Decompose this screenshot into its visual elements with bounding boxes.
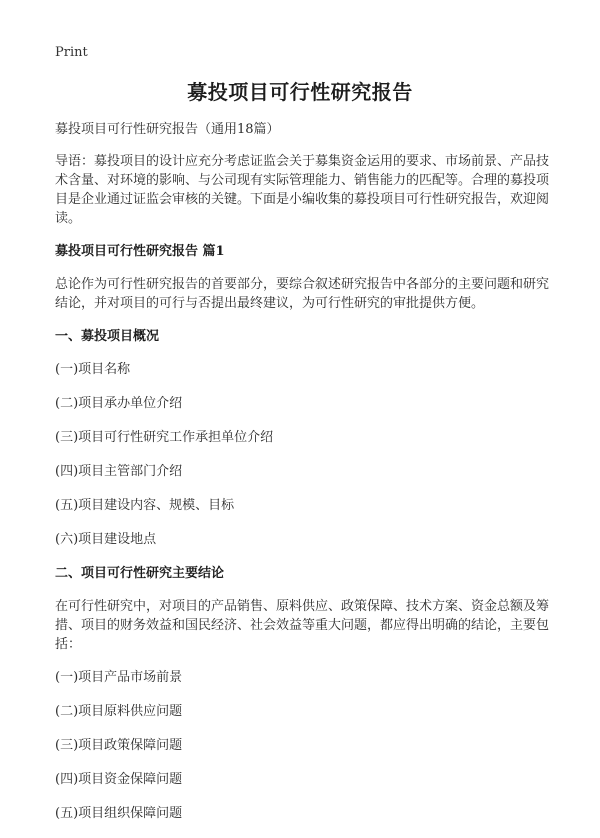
section-heading-conclusions: 二、项目可行性研究主要结论: [55, 566, 225, 581]
conclusions-paragraph: 在可行性研究中，对项目的产品销售、原料供应、政策保障、技术方案、资金总额及筹措、项目的财务效益和国民经济、社会效益等重大问题，都应得出明确的结论，主要包括：: [55, 599, 550, 652]
list-item: (五)项目组织保障问题: [55, 806, 183, 821]
list-item: (五)项目建设内容、规模、目标: [55, 498, 235, 513]
intro-paragraph: 导语：募投项目的设计应充分考虑证监会关于募集资金运用的要求、市场前景、产品技术含量、对环境的影响、与公司现有实际管理能力、销售能力的匹配等。合理的募投项目是企业通过证监会审核的关键。下面是小编收集的募投项目可行性研究报告，欢迎阅读。: [55, 154, 550, 226]
list-item: (四)项目资金保障问题: [55, 772, 183, 787]
document-subtitle: 募投项目可行性研究报告（通用18篇）: [55, 122, 280, 137]
section-heading-overview: 一、募投项目概况: [55, 329, 160, 344]
article-heading: 募投项目可行性研究报告 篇1: [55, 244, 225, 259]
list-item: (四)项目主管部门介绍: [55, 464, 183, 479]
print-link[interactable]: Print: [55, 45, 88, 60]
list-item: (三)项目政策保障问题: [55, 738, 183, 753]
summary-paragraph: 总论作为可行性研究报告的首要部分，要综合叙述研究报告中各部分的主要问题和研究结论，并对项目的可行与否提出最终建议，为可行性研究的审批提供方便。: [55, 277, 550, 311]
list-item: (一)项目名称: [55, 362, 131, 377]
list-item: (二)项目承办单位介绍: [55, 396, 183, 411]
page-title: 募投项目可行性研究报告: [187, 80, 413, 104]
list-item: (二)项目原料供应问题: [55, 704, 183, 719]
list-item: (三)项目可行性研究工作承担单位介绍: [55, 430, 274, 445]
list-item: (六)项目建设地点: [55, 532, 157, 547]
list-item: (一)项目产品市场前景: [55, 670, 183, 685]
document-body: [55, 120, 552, 838]
